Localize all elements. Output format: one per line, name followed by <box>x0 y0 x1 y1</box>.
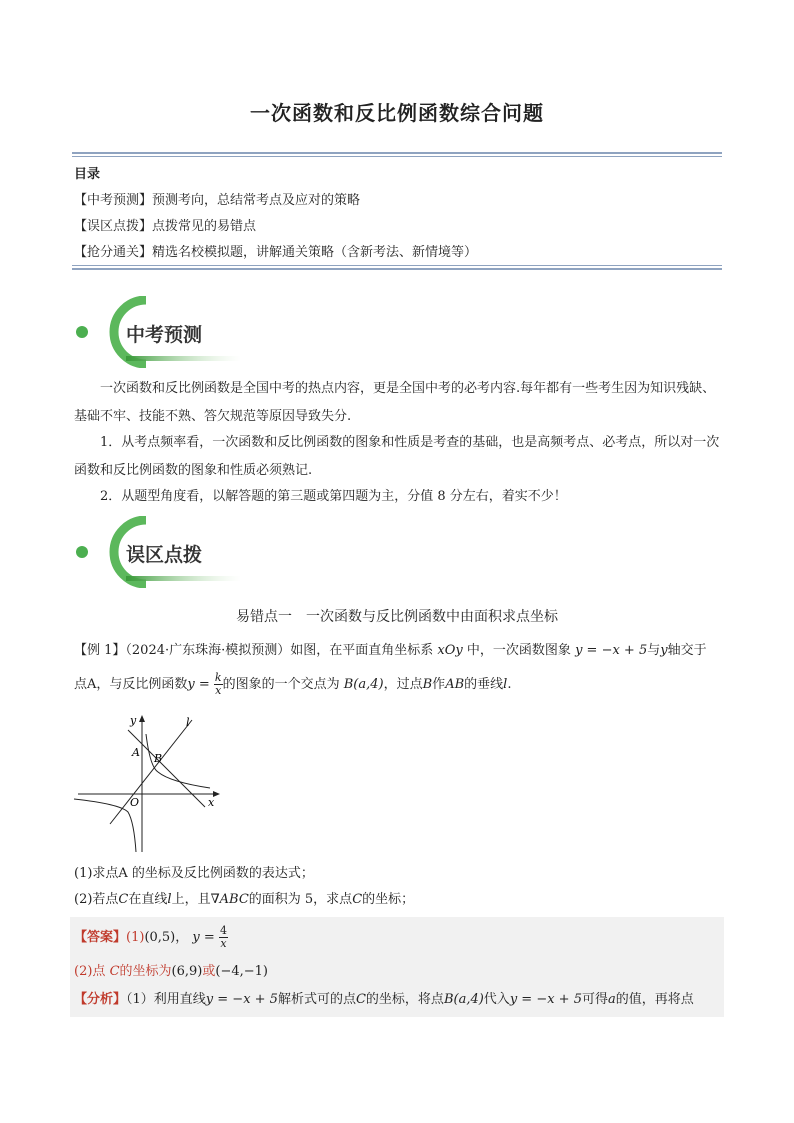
text: 点A，与反比例函数 <box>74 677 188 692</box>
toc-heading: 目录 <box>74 167 101 182</box>
toc-bottom-rule <box>72 268 722 270</box>
text: 可得 <box>581 992 608 1007</box>
math-c: C <box>109 964 120 979</box>
label-l: l <box>186 716 190 729</box>
question-1: (1)求点A 的坐标及反比例函数的表达式； <box>74 866 314 881</box>
label-origin: O <box>130 796 140 809</box>
text: 的垂线 <box>464 677 504 692</box>
math-b: B <box>422 677 433 692</box>
example-line-1 <box>74 641 707 661</box>
table-of-contents <box>74 162 477 266</box>
toc-top-rule-thin <box>72 156 722 157</box>
math-abc: ABC <box>219 892 249 907</box>
text: (2)点 <box>74 964 106 979</box>
numerator: k <box>214 671 222 684</box>
function-graph-figure <box>70 712 230 857</box>
toc-item: 【抢分通关】精选名校模拟题，讲解通关策略（含新考法、新情境等） <box>74 245 478 260</box>
text: 如图，在平面直角坐标系 <box>290 643 434 658</box>
text: 的坐标； <box>362 892 415 907</box>
math-c: C <box>352 892 363 907</box>
text: ，过点 <box>383 677 423 692</box>
label-x: x <box>208 796 215 809</box>
answer-line-2 <box>74 962 268 982</box>
text: 的坐标为 <box>119 964 172 979</box>
text: 在直线 <box>128 892 168 907</box>
text: (1) <box>126 930 145 945</box>
math-a: a <box>607 992 616 1007</box>
math-fraction-k-over-x <box>214 672 223 697</box>
denominator: x <box>215 684 222 697</box>
example-source: （2024·广东珠海·模拟预测） <box>125 643 291 658</box>
math-point-a: (0,5) <box>144 930 176 945</box>
section-title: 中考预测 <box>126 324 203 346</box>
section-header-mistakes <box>76 516 246 588</box>
page-title: 一次函数和反比例函数综合问题 <box>250 101 544 125</box>
text: 与 <box>647 643 661 658</box>
question-2 <box>74 890 414 910</box>
text: 或 <box>202 964 216 979</box>
math-point-b: B(a,4) <box>443 992 484 1007</box>
text: . <box>507 677 512 692</box>
text: 中，一次函数图象 <box>466 643 571 658</box>
text: 解析式可的点 <box>277 992 356 1007</box>
math-point-b: B(a,4) <box>343 677 384 692</box>
text: 的面积为 5，求点 <box>248 892 353 907</box>
text: 上，且∇ <box>171 892 220 907</box>
text: 代入 <box>483 992 510 1007</box>
label-y: y <box>130 714 137 727</box>
math-fraction-4-over-x <box>219 925 228 950</box>
toc-bottom-rule-thin <box>72 265 722 266</box>
numerator: 4 <box>219 924 227 937</box>
text: （1）利用直线 <box>126 992 206 1007</box>
text: (2)若点 <box>74 892 119 907</box>
math-point: (−4,−1) <box>215 964 268 979</box>
text: 轴交于 <box>667 643 707 658</box>
denominator: x <box>220 937 227 950</box>
label-b: B <box>154 752 163 765</box>
math-y-eq: y = <box>192 930 215 945</box>
paragraph: 1．从考点频率看，一次函数和反比例函数的图象和性质是考查的基础，也是高频考点、必考点，所以对一次函数和反比例函数的图象和性质必须熟记. <box>74 435 720 478</box>
text: ， <box>175 930 189 945</box>
mistake-subheading: 易错点一 一次函数与反比例函数中由面积求点坐标 <box>236 609 558 625</box>
math-eq: y = −x + 5 <box>205 992 278 1007</box>
paragraph: 一次函数和反比例函数是全国中考的热点内容，更是全国中考的必考内容.每年都有一些考生因为知识残缺、基础不牢、技能不熟、答欠规范等原因导致失分. <box>74 381 716 424</box>
paragraph: 2．从题型角度看，以解答题的第三题或第四题为主，分值 8 分左右，着实不少！ <box>100 489 567 504</box>
math-l: l <box>167 892 172 907</box>
text: 的坐标，将点 <box>365 992 444 1007</box>
text: 作 <box>432 677 446 692</box>
math-l: l <box>503 677 508 692</box>
text: 的图象的一个交点为 <box>222 677 340 692</box>
math-ab: AB <box>445 677 465 692</box>
example-line-2 <box>74 672 511 697</box>
toc-item: 【中考预测】预测考向，总结常考点及应对的策略 <box>74 193 361 208</box>
answer-tag: 【答案】 <box>74 930 127 945</box>
text: 的值，再将点 <box>615 992 694 1007</box>
math-y: y <box>660 643 668 658</box>
analysis-line <box>74 990 694 1010</box>
section-title: 误区点拨 <box>126 544 203 566</box>
section-header-forecast <box>76 296 246 368</box>
math-y-eq: y = <box>187 677 210 692</box>
example-tag: 【例 1】 <box>74 643 126 658</box>
math-eq: y = −x + 5 <box>509 992 582 1007</box>
answer-line-1 <box>74 925 228 950</box>
math-xoy: xOy <box>437 643 463 658</box>
math-c: C <box>118 892 129 907</box>
math-linear-eq: y = −x + 5 <box>575 643 648 658</box>
analysis-tag: 【分析】 <box>74 992 127 1007</box>
math-c: C <box>355 992 366 1007</box>
math-point: (6,9) <box>171 964 203 979</box>
toc-item: 【误区点拨】点拨常见的易错点 <box>74 219 257 234</box>
toc-top-rule <box>72 152 722 154</box>
label-a: A <box>132 746 140 759</box>
